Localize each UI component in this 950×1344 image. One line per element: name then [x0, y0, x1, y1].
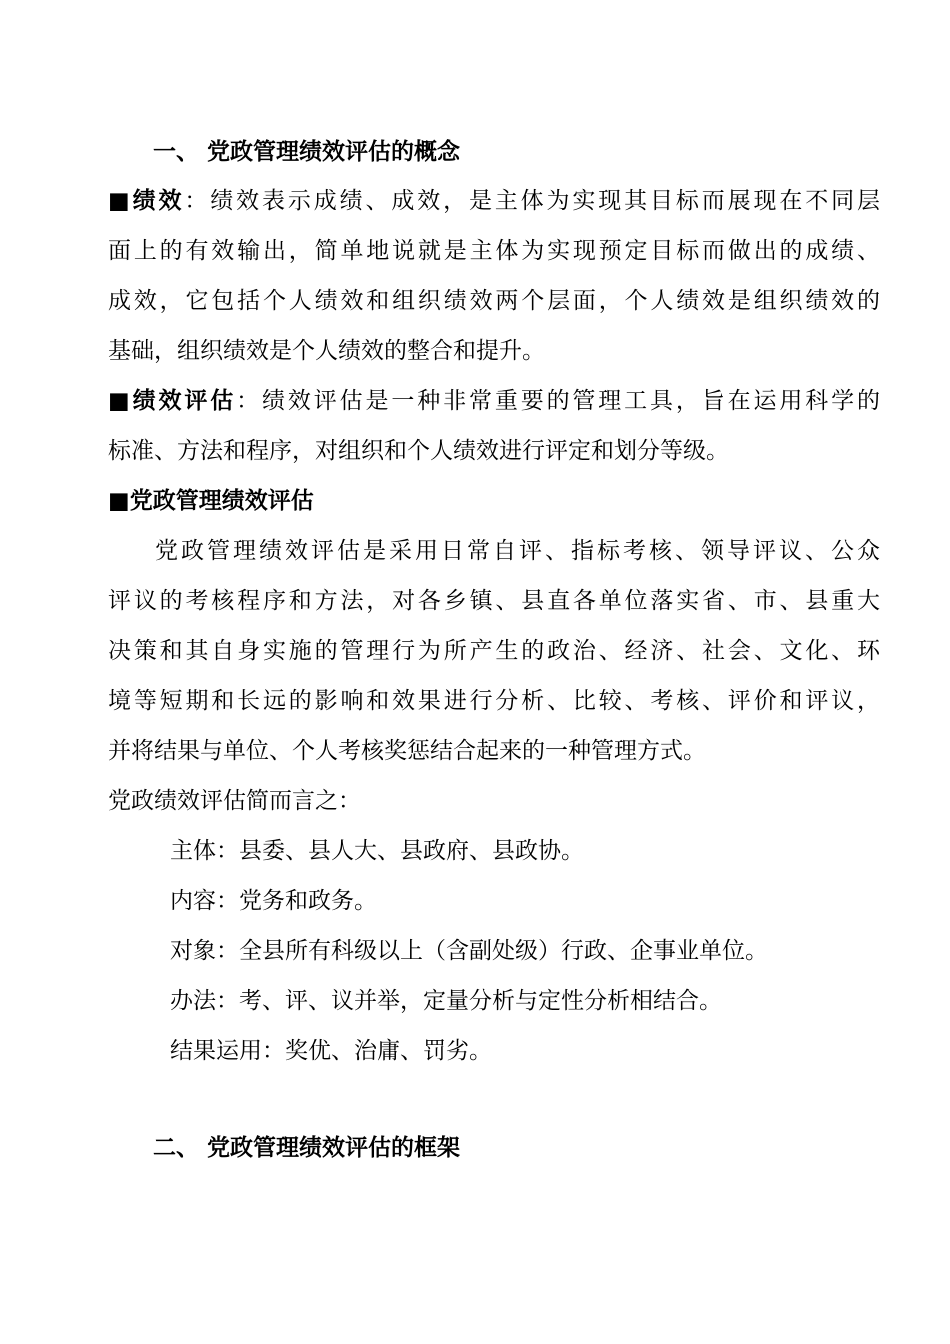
square-bullet-icon: ■ [108, 388, 133, 414]
dangzheng-text-1: 党政管理绩效评估是采用日常自评、指标考核、领导评议、公众 [155, 538, 880, 564]
pinggu-text-1: ：绩效评估是一种非常重要的管理工具，旨在运用科学的 [236, 388, 881, 414]
jixiao-paragraph-line-1 [108, 186, 880, 216]
pinggu-text-2: 标准、方法和程序，对组织和个人绩效进行评定和划分等级。 [108, 438, 729, 464]
summary-item-result: 结果运用：奖优、治庸、罚劣。 [170, 1038, 492, 1064]
dangzheng-text-3: 决策和其自身实施的管理行为所产生的政治、经济、社会、文化、环 [108, 638, 880, 664]
square-bullet-icon: ■ [108, 188, 133, 214]
section-2-heading: 二、 党政管理绩效评估的框架 [153, 1135, 461, 1161]
section-1-heading: 一、 党政管理绩效评估的概念 [153, 139, 461, 165]
square-bullet-icon: ■ [108, 488, 130, 514]
summary-intro: 党政绩效评估简而言之： [108, 788, 361, 814]
jixiao-text-2: 面上的有效输出，简单地说就是主体为实现预定目标而做出的成绩、 [108, 238, 880, 264]
dangzheng-text-4: 境等短期和长远的影响和效果进行分析、比较、考核、评价和评议， [108, 688, 880, 714]
summary-item-method: 办法：考、评、议并举，定量分析与定性分析相结合。 [170, 988, 722, 1014]
pinggu-term: 绩效评估 [132, 388, 237, 414]
dangzheng-text-5: 并将结果与单位、个人考核奖惩结合起来的一种管理方式。 [108, 738, 706, 764]
jixiao-term: 绩效 [132, 188, 185, 214]
jixiao-text-4: 基础，组织绩效是个人绩效的整合和提升。 [108, 338, 545, 364]
jixiao-text-3: 成效，它包括个人绩效和组织绩效两个层面，个人绩效是组织绩效的 [108, 288, 880, 314]
dangzheng-term: 党政管理绩效评估 [129, 488, 314, 514]
dangzheng-heading [108, 486, 314, 516]
summary-item-target: 对象：全县所有科级以上（含副处级）行政、企事业单位。 [170, 938, 768, 964]
jixiao-text-1: ：绩效表示成绩、成效，是主体为实现其目标而展现在不同层 [184, 188, 881, 214]
summary-item-content: 内容：党务和政务。 [170, 888, 377, 914]
dangzheng-text-2: 评议的考核程序和方法，对各乡镇、县直各单位落实省、市、县重大 [108, 588, 880, 614]
pinggu-paragraph-line-1 [108, 386, 880, 416]
summary-item-subject: 主体：县委、县人大、县政府、县政协。 [170, 838, 584, 864]
